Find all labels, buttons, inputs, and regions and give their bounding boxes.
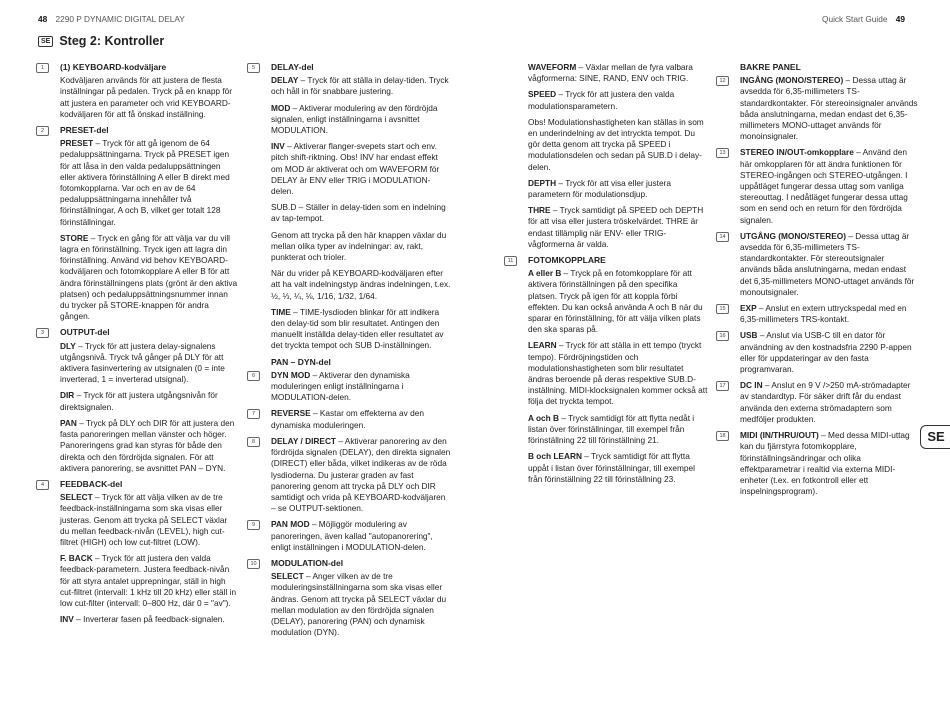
control-term: INV — [60, 614, 74, 625]
control-term: SELECT — [271, 571, 304, 582]
control-term: MOD — [271, 102, 291, 113]
paragraph-text: – Tryck för att justera den valda feedback-parametern. Justera feedback-nivån för att styra antalet upprepningar, ställ in high cut-filtret (intervall: 1 kHz till 20 kHz) eller ställ in low cut-filter (intervall: 0–800 Hz, där 0 = "av"). — [60, 553, 237, 608]
control-term: A eller B — [528, 268, 562, 279]
section-title — [38, 34, 164, 48]
paragraph-text: – Använd den här omkopplaren för att ändra funktionen för STEREO-ingången och STEREO-utgången. I uppåtläget fungerar dessa uttag som vanliga stereouttag. I nedåtläget fungerar dessa uttag som en send och en return för den fördröjda signalen. — [740, 147, 908, 225]
paragraph-text: – Aktiverar panorering av den fördröjda signalen (DELAY), den direkta signalen (DIRECT) eller båda, vilket indikeras av de röda lysdioderna. Du justerar graden av fast panorering genom att trycka på DLY och DIR samtidigt och vrida på KEYBOARD-kodväljaren – se OUTPUT-sektionen. — [271, 435, 451, 514]
section — [251, 519, 451, 553]
callout-number: 6 — [247, 371, 260, 381]
control-term: INGÅNG (MONO/STEREO) — [740, 75, 844, 86]
paragraph — [528, 205, 708, 250]
section — [507, 255, 708, 485]
paragraph — [528, 451, 708, 485]
callout-number: 15 — [716, 304, 729, 314]
section — [40, 327, 238, 473]
paragraph-text: – Tryck samtidigt på SPEED och DEPTH för att visa eller justera tröskelvärdet. THRE är endast tillämplig när ENV- eller TRIG-vågformerna är valda. — [528, 205, 704, 249]
control-term: DIR — [60, 390, 75, 401]
language-side-tab: SE — [920, 425, 950, 449]
paragraph-text: – Tryck samtidigt för att flytta nedåt i listan över förinställningar, till exempel från förinställning 22 till förinställning 21. — [528, 412, 695, 446]
paragraph — [60, 390, 238, 412]
control-term: LEARN — [528, 340, 557, 351]
paragraph-text: SUB.D – Ställer in delay-tiden som en indelning av tap-tempot. — [271, 202, 446, 224]
paragraph-text: – Inverterar fasen på feedback-signalen. — [73, 614, 225, 625]
paragraph-text: – Möjliggör modulering av panoreringen, även kallad "autopanorering", enligt inställningen i MODULATION-delen. — [271, 519, 433, 552]
control-term: DLY — [60, 340, 76, 351]
callout-number: 16 — [716, 331, 729, 341]
section — [271, 357, 451, 368]
paragraph-text: – Tryck för att visa eller justera parametern för modulationsdjup. — [528, 177, 671, 200]
callout-number: 1 — [36, 63, 49, 73]
paragraph-text: – Med dessa MIDI-uttag kan du fjärrstyra fotomkopplare, förinställningsändringar och olika effektparametrar i realtid via externa MIDI-enheter (t.ex. en fotkontroll eller ett inspelningsprogram). — [740, 430, 910, 497]
control-term: STEREO IN/OUT-omkopplare — [740, 147, 854, 158]
paragraph — [60, 75, 238, 120]
section-heading: FOTOMKOPPLARE — [528, 255, 606, 266]
paragraph — [271, 75, 451, 97]
column-4 — [719, 62, 918, 502]
paragraph — [740, 231, 918, 298]
control-term: THRE — [528, 205, 551, 216]
control-term: DYN MOD — [271, 369, 311, 380]
callout-number: 7 — [247, 409, 260, 419]
column-2 — [250, 62, 451, 643]
page-number-right: 49 — [895, 14, 906, 24]
paragraph — [740, 330, 918, 375]
control-term: REVERSE — [271, 408, 311, 419]
control-term: PAN — [60, 417, 77, 428]
language-badge: SE — [38, 36, 53, 47]
paragraph — [740, 430, 918, 497]
paragraph-text: – Tryck på DLY och DIR för att justera den fasta panoreringen mellan vänster och höger. Panoreringens grad kan styras för både den direkta och den fördröjda signalen. För att aktivera panorering, se avsnittet PAN – DYN. — [60, 417, 235, 473]
control-term: PRESET — [60, 138, 94, 149]
control-term: USB — [740, 330, 758, 341]
control-term: PAN MOD — [271, 519, 310, 530]
control-term: EXP — [740, 303, 757, 314]
paragraph — [60, 614, 238, 625]
section — [251, 435, 451, 514]
control-term: A och B — [528, 412, 560, 423]
paragraph — [60, 341, 238, 386]
paragraph — [271, 141, 451, 197]
callout-number: 10 — [247, 559, 260, 569]
paragraph — [271, 519, 451, 553]
paragraph — [60, 233, 238, 323]
paragraph — [528, 62, 708, 84]
section — [719, 430, 918, 497]
section-title-text: Steg 2: Kontroller — [59, 34, 165, 48]
control-term: UTGÅNG (MONO/STEREO) — [740, 230, 847, 241]
section-heading: PRESET-del — [60, 125, 109, 136]
section-heading: BAKRE PANEL — [740, 62, 801, 72]
control-term: F. BACK — [60, 553, 93, 564]
paragraph — [740, 75, 918, 142]
section — [740, 62, 918, 73]
paragraph-text: Genom att trycka på den här knappen växlar du mellan olika typer av indelningar: av, rakt, punkterat och trioler. — [271, 229, 447, 263]
paragraph-text: – Växlar mellan de fyra valbara vågformerna: SINE, RAND, ENV och TRIG. — [528, 62, 693, 84]
paragraph — [528, 89, 708, 111]
paragraph-text: – Anslut en 9 V />250 mA-strömadapter av standardtyp. För säker drift får du endast använda den externa strömadaptern som medföljer produkten. — [740, 380, 911, 424]
section — [719, 330, 918, 375]
section-heading: MODULATION-del — [271, 557, 344, 568]
control-term: DELAY — [271, 75, 299, 86]
paragraph — [271, 230, 451, 264]
callout-number: 8 — [247, 437, 260, 447]
section — [40, 125, 238, 322]
product-title: 2290 P DYNAMIC DIGITAL DELAY — [55, 14, 185, 24]
guide-title: Quick Start Guide — [822, 14, 888, 24]
section-heading: FEEDBACK-del — [60, 478, 123, 489]
page-number-left: 48 — [38, 14, 48, 24]
control-term: SELECT — [60, 492, 93, 503]
control-term: MIDI (IN/THRU/OUT) — [740, 430, 819, 441]
callout-number: 17 — [716, 381, 729, 391]
paragraph-text: – Aktiverar den dynamiska moduleringen enligt inställningarna i MODULATION-delen. — [271, 369, 410, 403]
paragraph-text: När du vrider på KEYBOARD-kodväljaren efter att ha valt indelningstyp ändras indelningen, t.ex. ½, ⅓, ¼, ⅛, 1/16, 1/32, 1/64. — [271, 268, 451, 301]
paragraph-text: – Tryck samtidigt för att flytta uppåt i listan över förinställningar, till exempel från förinställning 22 till förinställning 23. — [528, 451, 695, 484]
callout-number: 3 — [36, 328, 49, 338]
section — [719, 380, 918, 425]
paragraph-text: – Dessa uttag är avsedda för 6,35-millimeters TS-standardkontakter. För stereoutsignaler används båda anslutningarna, medan endast det 6,35-millimeters MONO-uttaget används för monoutsignaler. — [740, 230, 915, 297]
paragraph-text: – Tryck för att justera utgångsnivån för direktsignalen. — [60, 390, 218, 412]
paragraph-text: – Dessa uttag är avsedda för 6,35-millimeters TS-standardkontakter. För stereoinsignaler används båda anslutningarna, medan endast det 6,35-millimeters MONO-uttaget används för monoinsignaler. — [740, 75, 918, 142]
callout-number: 18 — [716, 431, 729, 441]
paragraph — [528, 178, 708, 200]
control-term: TIME — [271, 306, 291, 317]
paragraph — [528, 413, 708, 447]
section-heading: OUTPUT-del — [60, 327, 110, 338]
paragraph-text: – Tryck för att ställa in delay-tiden. Tryck och håll in för snabbare justering. — [271, 75, 449, 97]
paragraph-text: – Anslut via USB-C till en dator för användning av den kostnadsfria 2290 P-appen eller för uppdateringar av den fasta programvaran. — [740, 330, 912, 375]
paragraph-text: – Tryck för att justera den valda modulationsparametern. — [528, 89, 675, 111]
paragraph-text: – Anger vilken av de tre moduleringsinställningarna som ska visas eller ändras. Genom att trycka på SELECT växlar du mellan modulation av den fördröjda signalen (DELAY), panorering (PAN) och dynamisk modulation (DYN). — [271, 571, 447, 638]
section — [251, 408, 451, 430]
control-term: DEPTH — [528, 177, 557, 188]
paragraph — [60, 492, 238, 548]
paragraph — [271, 370, 451, 404]
section-heading: DELAY-del — [271, 62, 314, 72]
paragraph-text: – Tryck för att justera delay-signalens utgångsnivå. Tryck två gånger på DLY för att aktivera fasinvertering av utsignalen (0 = inte inverterad, 1 = inverterad utsignal). — [60, 340, 225, 385]
paragraph-text: Kodväljaren används för att justera de flesta inställningar på pedalen. Tryck på en knapp för att justera en parameter och vrid KEYBOARD-kodväljaren för att få önskad inställning. — [60, 75, 233, 119]
paragraph — [740, 380, 918, 425]
paragraph-text: – Tryck för att gå igenom de 64 pedaluppsättningarna. Tryck på PRESET igen för att låsa in den valda pedaluppsättningen eller aktivera förinställning A eller B direkt med fotomkopplarna. Var och en av de 64 pedaluppsättningarna innehåller två förinställningar, A och B, vilket ger totalt 128 förinställningar. — [60, 138, 230, 227]
callout-number: 14 — [716, 232, 729, 242]
callout-number: 2 — [36, 126, 49, 136]
paragraph — [740, 147, 918, 225]
callout-number: 9 — [247, 520, 260, 530]
paragraph — [60, 138, 238, 228]
section — [250, 557, 451, 638]
section — [40, 478, 238, 625]
paragraph-text: – Tryck för att ställa in ett tempo (tryckt tempo). Fördröjningstiden och modulationshastigheten som blir resultatet ändras beroende på deras respektive SUB.D-inställning. MIDI-klocksignalen kommer också att följa det tryckta tempot. — [528, 340, 708, 407]
paragraph — [740, 303, 918, 325]
callout-number: 5 — [247, 63, 260, 73]
control-term: WAVEFORM — [528, 62, 577, 72]
paragraph-text: – Aktiverar flanger-svepets start och env. pitch shift-riktning. Obs! INV har endast effekt om MOD är aktiverat och om WAVEFORM för DELAY är ENV eller TRIG i MODULATION-delen. — [271, 141, 440, 197]
paragraph — [271, 307, 451, 352]
control-term: DC IN — [740, 380, 763, 391]
paragraph-text: Obs! Modulationshastigheten kan ställas in som en underindelning av det intryckta tempot. Du gör detta genom att trycka på SPEED i modulationsdelen och sedan på SUB.D i delay-delen. — [528, 116, 704, 172]
paragraph-text: – Anslut en extern uttryckspedal med en 6,35-millimeters TRS-kontakt. — [740, 303, 907, 325]
section — [719, 230, 918, 298]
section — [40, 62, 238, 120]
section-heading: PAN – DYN-del — [271, 356, 331, 367]
column-1 — [40, 62, 238, 630]
paragraph — [271, 268, 451, 302]
paragraph — [528, 340, 708, 407]
section — [719, 303, 918, 325]
control-term: DELAY / DIRECT — [271, 435, 337, 446]
column-3 — [507, 62, 708, 490]
paragraph — [528, 117, 708, 173]
page-header-right — [822, 14, 905, 24]
paragraph — [271, 103, 451, 137]
paragraph — [271, 436, 451, 514]
section-heading: (1) KEYBOARD-kodväljare — [60, 62, 167, 72]
page-header-left — [38, 14, 185, 24]
control-term: STORE — [60, 232, 89, 243]
paragraph-text: – Aktiverar modulering av den fördröjda signalen, enligt inställningarna i avsnittet MODULATION. — [271, 102, 438, 136]
section — [719, 147, 918, 225]
paragraph-text: – Tryck för att välja vilken av de tre feedback-inställningarna som ska visas eller justeras. Genom att trycka på SELECT växlar du mellan feedback-nivån (LEVEL), high cut-filtret (HIGH) och low cut-filtret (LOW). — [60, 492, 228, 547]
paragraph — [271, 202, 451, 224]
section — [719, 75, 918, 142]
control-term: INV — [271, 141, 285, 152]
paragraph — [271, 408, 451, 430]
section — [251, 369, 451, 404]
section — [251, 62, 451, 352]
paragraph-text: – TIME-lysdioden blinkar för att indikera den delay-tid som blir resultatet. Antingen den manuellt inställda delay-tiden eller resultatet av det tryckta tempot och SUB D-inställningen. — [271, 306, 444, 351]
callout-number: 12 — [716, 76, 729, 86]
section — [528, 62, 708, 250]
paragraph — [60, 418, 238, 474]
paragraph-text: – Tryck på en fotomkopplare för att aktivera förinställningen på den specifika platsen. Tryck på igen för att koppla förbi effekten. Du kan också använda A och B när du sparar en förinställning, för att välja vilken plats den ska sparas på. — [528, 268, 703, 335]
paragraph — [528, 268, 708, 335]
paragraph — [271, 571, 451, 638]
callout-number: 11 — [504, 256, 517, 266]
paragraph — [60, 553, 238, 609]
callout-number: 4 — [36, 480, 49, 490]
callout-number: 13 — [716, 148, 729, 158]
paragraph-text: – Kastar om effekterna av den dynamiska moduleringen. — [271, 408, 424, 430]
control-term: SPEED — [528, 89, 557, 100]
control-term: B och LEARN — [528, 451, 582, 462]
paragraph-text: – Tryck en gång för att välja var du vill lagra en förinställning. Tryck igen att lagra din förinställning. Använd vid behov KEYBOARD-kodväljaren och fotomkopplare A eller B för att ändra förinställningens plats (grönt är den aktiva platsen) och pedaluppsättningsnummer innan du trycker på STORE-knappen för andra gången. — [60, 232, 238, 322]
